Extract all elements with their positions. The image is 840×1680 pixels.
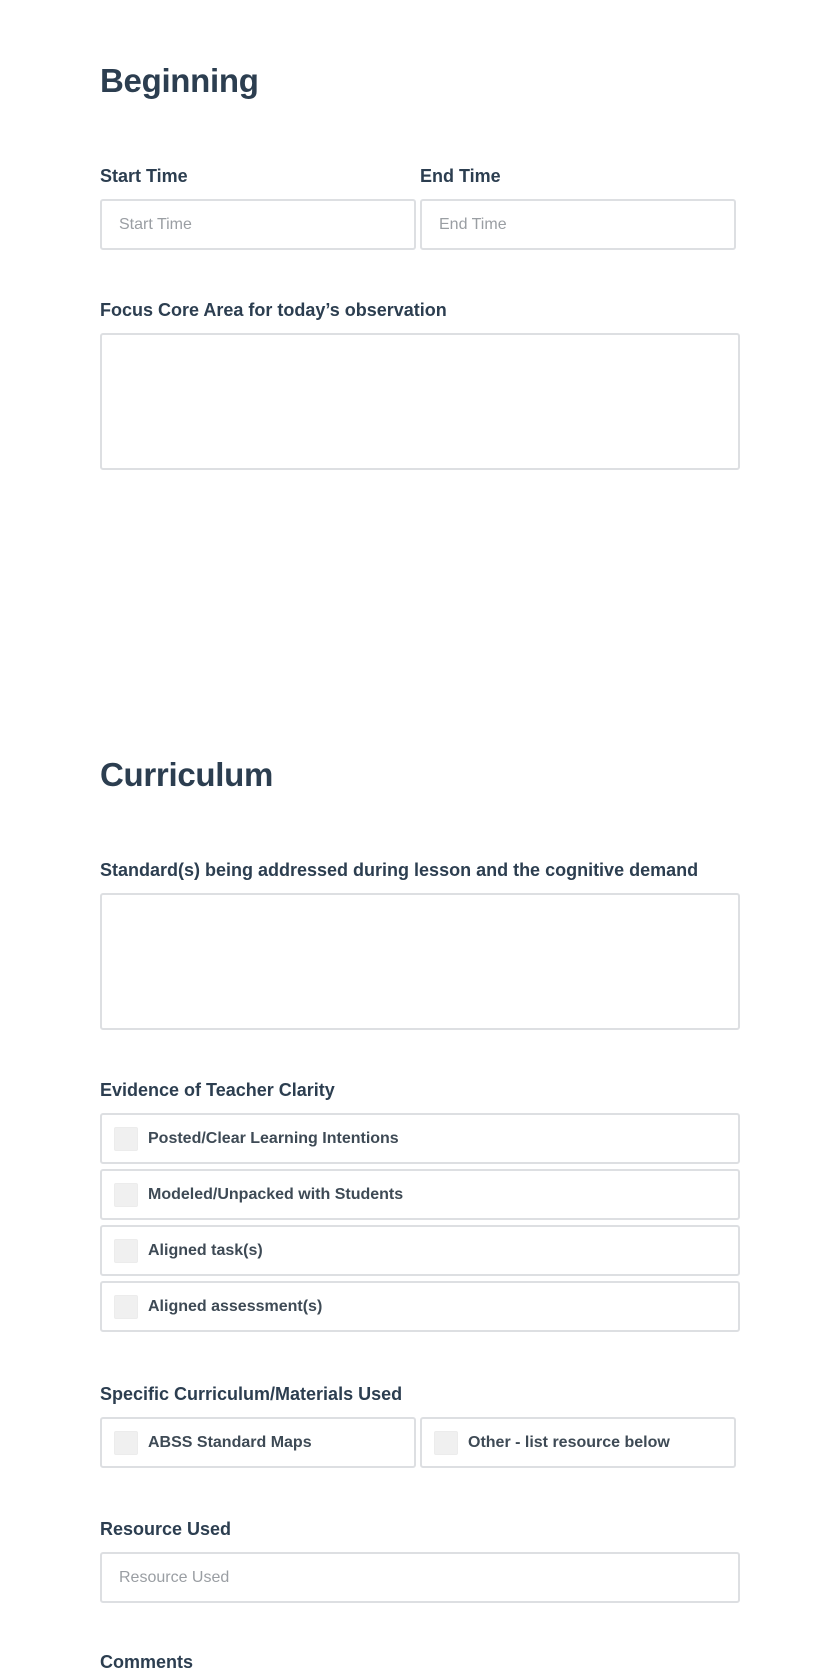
start-time-input[interactable] [100,199,416,250]
checkbox-label: Aligned assessment(s) [148,1297,323,1315]
checkbox[interactable] [114,1295,138,1319]
teacher-clarity-option[interactable] [100,1169,740,1220]
checkbox-label: Modeled/Unpacked with Students [148,1185,404,1203]
checkbox[interactable] [434,1431,458,1455]
teacher-clarity-option[interactable] [100,1281,740,1332]
checkbox[interactable] [114,1127,138,1151]
materials-option[interactable] [420,1417,736,1468]
teacher-clarity-option[interactable] [100,1225,740,1276]
comments-label: Comments [100,1652,194,1672]
section-title-beginning: Beginning [100,62,259,99]
focus-core-area-textarea[interactable] [100,333,740,470]
resource-used-label: Resource Used [100,1519,232,1539]
standards-textarea[interactable] [100,893,740,1030]
checkbox-label: Other - list resource below [468,1433,670,1451]
teacher-clarity-option[interactable] [100,1113,740,1164]
checkbox[interactable] [114,1431,138,1455]
standards-label: Standard(s) being addressed during lesson and the cognitive demand [100,860,699,880]
checkbox[interactable] [114,1239,138,1263]
checkbox-label: ABSS Standard Maps [148,1433,312,1451]
checkbox-label: Posted/Clear Learning Intentions [148,1129,399,1147]
materials-label: Specific Curriculum/Materials Used [100,1384,403,1404]
checkbox[interactable] [114,1183,138,1207]
end-time-input[interactable] [420,199,736,250]
materials-option[interactable] [100,1417,416,1468]
start-time-label: Start Time [100,166,188,186]
checkbox-label: Aligned task(s) [148,1241,263,1259]
teacher-clarity-label: Evidence of Teacher Clarity [100,1080,335,1100]
focus-core-area-label: Focus Core Area for today’s observation [100,300,447,320]
section-title-curriculum: Curriculum [100,756,274,793]
end-time-label: End Time [420,166,501,186]
resource-used-input[interactable] [100,1552,740,1603]
